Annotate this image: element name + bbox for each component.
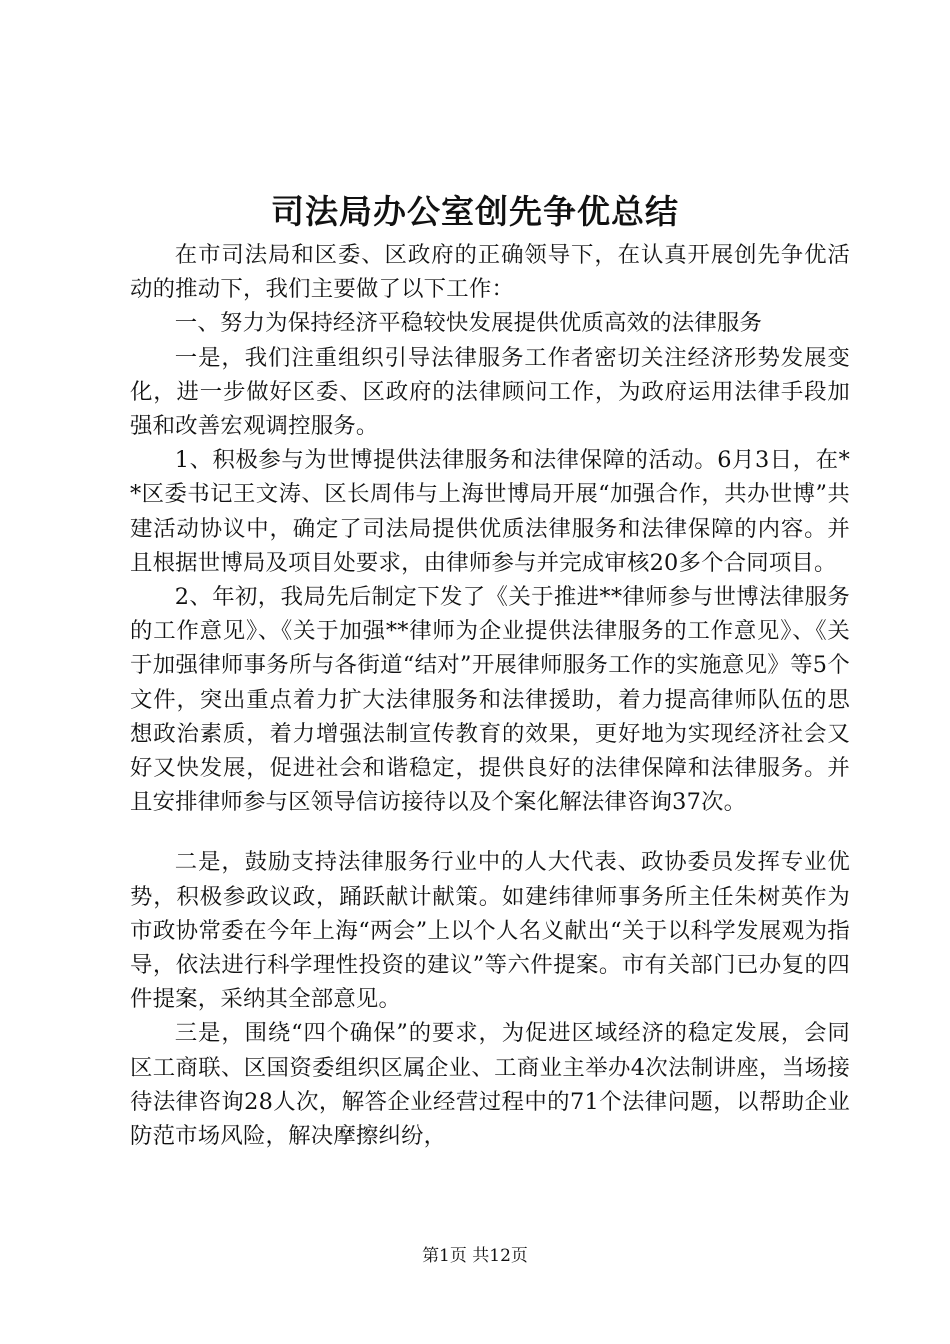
document-title: 司法局办公室创先争优总结 — [271, 192, 679, 231]
paragraph-item-2: 2、年初，我局先后制定下发了《关于推进**律师参与世博法律服务的工作意见》、《关于加强**律师为企业提供法律服务的工作意见》、《关于加强律师事务所与各街道“结对”开展律师服务工作的实施意见》等5个文件，突出重点着力扩大法律服务和法律援助，着力提高律师队伍的思想政治素质，着力增强法制宣传教育的效果，更好地为实现经济社会又好又快发展，促进社会和谐稳定，提供良好的法律保障和法律服务。并且安排律师参与区领导信访接待以及个案化解法律咨询37次。 — [130, 584, 850, 816]
document-body — [130, 238, 850, 1153]
paragraph-point-one: 一是，我们注重组织引导法律服务工作者密切关注经济形势发展变化，进一步做好区委、区政府的法律顾问工作，为政府运用法律手段加强和改善宏观调控服务。 — [130, 344, 850, 440]
paragraph-point-three: 三是，围绕“四个确保”的要求，为促进区域经济的稳定发展，会同区工商联、区国资委组织区属企业、工商业主举办4次法制讲座，当场接待法律咨询28人次，解答企业经营过程中的71个法律问题，以帮助企业防范市场风险，解决摩擦纠纷， — [130, 1020, 850, 1150]
paragraph-intro: 在市司法局和区委、区政府的正确领导下，在认真开展创先争优活动的推动下，我们主要做了以下工作： — [130, 242, 850, 303]
page-footer: 第1页 共12页 — [422, 1246, 528, 1266]
paragraph-section-heading: 一、努力为保持经济平稳较快发展提供优质高效的法律服务 — [174, 310, 763, 337]
paragraph-item-1: 1、积极参与为世博提供法律服务和法律保障的活动。6月3日，在**区委书记王文涛、区长周伟与上海世博局开展“加强合作，共办世博”共建活动协议中，确定了司法局提供优质法律服务和法律保障的内容。并且根据世博局及项目处要求，由律师参与并完成审核20多个合同项目。 — [130, 447, 850, 576]
paragraph-point-two: 二是，鼓励支持法律服务行业中的人大代表、政协委员发挥专业优势，积极参政议政，踊跃献计献策。如建纬律师事务所主任朱树英作为市政协常委在今年上海“两会”上以个人名义献出“关于以科学发展观为指导，依法进行科学理性投资的建议”等六件提案。市有关部门已办复的四件提案，采纳其全部意见。 — [130, 849, 850, 1013]
